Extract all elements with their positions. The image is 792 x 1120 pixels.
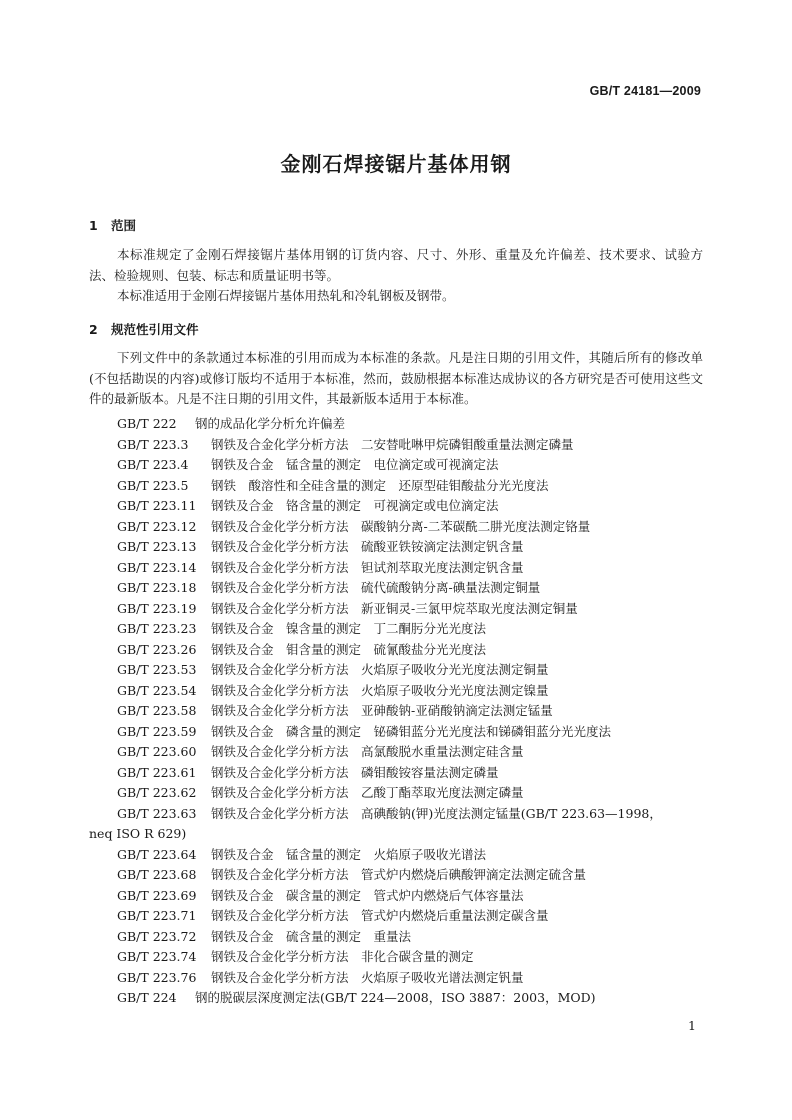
- reference-item: [89, 558, 703, 579]
- reference-title: 钢的成品化学分析允许偏差: [195, 416, 346, 431]
- reference-item: [89, 804, 703, 845]
- reference-item: [89, 845, 703, 866]
- reference-title: 钢铁及合金化学分析方法 高碘酸钠(钾)光度法测定锰量(GB/T 223.63—1998，: [211, 805, 662, 821]
- reference-code: GB/T 223.59: [117, 723, 197, 739]
- section-title: 规范性引用文件: [111, 322, 199, 337]
- reference-title: 钢铁及合金化学分析方法 乙酸丁酯萃取光度法测定磷量: [211, 785, 524, 800]
- reference-item: [89, 906, 703, 927]
- reference-title: 钢铁及合金化学分析方法 火焰原子吸收光谱法测定钒量: [211, 969, 524, 985]
- reference-code: GB/T 223.26: [117, 641, 197, 657]
- reference-code: GB/T 223.76: [117, 969, 197, 985]
- references-intro-paragraph: 下列文件中的条款通过本标准的引用而成为本标准的条款。凡是注日期的引用文件，其随后所有的修改单(不包括勘误的内容)或修订版均不适用于本标准，然而，鼓励根据本标准达成协议的各方研究是否可使用这些文件的最新版本。凡是不注日期的引用文件，其最新版本适用于本标准。: [89, 350, 703, 406]
- reference-title: 钢铁及合金化学分析方法 非化合碳含量的测定: [211, 949, 474, 964]
- reference-code: GB/T 223.3: [117, 436, 189, 452]
- page-number: 1: [688, 1018, 696, 1033]
- reference-title: 钢铁及合金化学分析方法 碳酸钠分离-二苯碳酰二肼光度法测定铬量: [211, 518, 591, 534]
- scope-paragraph-1: 本标准规定了金刚石焊接锯片基体用钢的订货内容、尺寸、外形、重量及允许偏差、技术要求、试验方法、检验规则、包装、标志和质量证明书等。: [89, 247, 703, 283]
- reference-code: GB/T 223.4: [117, 457, 189, 472]
- section-heading-scope: [89, 216, 136, 234]
- reference-item: [89, 537, 703, 558]
- scope-paragraph-2: 本标准适用于金刚石焊接锯片基体用热轧和冷轧钢板及钢带。: [117, 288, 455, 303]
- reference-item: [89, 742, 703, 763]
- reference-code: GB/T 223.62: [117, 785, 197, 800]
- section-number: 2: [89, 322, 98, 337]
- reference-code: GB/T 223.11: [117, 498, 197, 513]
- reference-code: GB/T 223.53: [117, 662, 197, 677]
- standard-code: GB/T 24181—2009: [589, 84, 701, 98]
- reference-item: [89, 968, 703, 989]
- reference-title: 钢铁及合金 钼含量的测定 硫氰酸盐分光光度法: [211, 641, 487, 657]
- reference-item: [89, 886, 703, 907]
- reference-list: [89, 414, 703, 1009]
- reference-item: [89, 435, 703, 456]
- reference-title: 钢铁及合金化学分析方法 二安替吡啉甲烷磷钼酸重量法测定磷量: [211, 436, 574, 452]
- document-title: 金刚石焊接锯片基体用钢: [280, 152, 512, 176]
- reference-title-continuation: neq ISO R 629): [89, 826, 187, 841]
- reference-code: GB/T 223.12: [117, 518, 197, 534]
- reference-code: GB/T 223.69: [117, 887, 197, 903]
- reference-item: [89, 783, 703, 804]
- reference-item: [89, 640, 703, 661]
- reference-title: 钢铁及合金化学分析方法 磷钼酸铵容量法测定磷量: [211, 764, 499, 780]
- reference-code: GB/T 223.71: [117, 908, 197, 923]
- reference-title: 钢铁及合金化学分析方法 管式炉内燃烧后碘酸钾滴定法测定硫含量: [211, 867, 587, 882]
- reference-code: GB/T 223.63: [117, 805, 197, 821]
- reference-item: [89, 455, 703, 476]
- reference-item: [89, 578, 703, 599]
- reference-title: 钢铁及合金化学分析方法 高氯酸脱水重量法测定硅含量: [211, 744, 524, 759]
- reference-item: [89, 988, 703, 1009]
- reference-code: GB/T 223.14: [117, 559, 197, 575]
- reference-item: [89, 599, 703, 620]
- reference-title: 钢铁及合金 镍含量的测定 丁二酮肟分光光度法: [211, 621, 487, 636]
- reference-code: GB/T 223.61: [117, 764, 197, 780]
- reference-item: [89, 763, 703, 784]
- reference-item: [89, 865, 703, 886]
- reference-title: 钢铁及合金化学分析方法 钽试剂萃取光度法测定钒含量: [211, 559, 524, 575]
- reference-title: 钢铁及合金 铬含量的测定 可视滴定或电位滴定法: [211, 498, 499, 513]
- reference-title: 钢铁及合金 硫含量的测定 重量法: [211, 928, 412, 944]
- reference-item: [89, 947, 703, 968]
- reference-title: 钢铁及合金 碳含量的测定 管式炉内燃烧后气体容量法: [211, 887, 524, 903]
- reference-title: 钢铁 酸溶性和全硅含量的测定 还原型硅钼酸盐分光光度法: [211, 477, 549, 493]
- reference-title: 钢铁及合金化学分析方法 火焰原子吸收分光光度法测定铜量: [211, 662, 549, 677]
- reference-title: 钢铁及合金化学分析方法 管式炉内燃烧后重量法测定碳含量: [211, 908, 549, 923]
- reference-title: 钢铁及合金化学分析方法 硫酸亚铁铵滴定法测定钒含量: [211, 539, 524, 554]
- reference-code: GB/T 223.68: [117, 867, 197, 882]
- section-heading-normative-references: [89, 320, 199, 338]
- reference-item: [89, 722, 703, 743]
- reference-title: 钢铁及合金 磷含量的测定 铋磷钼蓝分光光度法和锑磷钼蓝分光光度法: [211, 723, 612, 739]
- section-title: 范围: [111, 218, 137, 233]
- reference-code: GB/T 223.5: [117, 477, 189, 493]
- reference-item: [89, 414, 703, 435]
- reference-item: [89, 476, 703, 497]
- reference-title: 钢铁及合金化学分析方法 新亚铜灵-三氯甲烷萃取光度法测定铜量: [211, 600, 578, 616]
- reference-code: GB/T 223.54: [117, 682, 197, 698]
- reference-item: [89, 496, 703, 517]
- reference-code: GB/T 223.64: [117, 846, 197, 862]
- reference-title: 钢铁及合金化学分析方法 亚砷酸钠-亚硝酸钠滴定法测定锰量: [211, 703, 553, 718]
- reference-item: [89, 660, 703, 681]
- section-number: 1: [89, 218, 98, 233]
- reference-item: [89, 619, 703, 640]
- reference-item: [89, 517, 703, 538]
- reference-code: GB/T 224: [117, 990, 177, 1005]
- reference-code: GB/T 223.60: [117, 744, 197, 759]
- reference-title: 钢的脱碳层深度测定法(GB/T 224—2008，ISO 3887：2003，MOD): [195, 990, 596, 1005]
- reference-item: [89, 681, 703, 702]
- reference-code: GB/T 222: [117, 416, 177, 431]
- reference-code: GB/T 223.72: [117, 928, 197, 944]
- reference-title: 钢铁及合金 锰含量的测定 电位滴定或可视滴定法: [211, 457, 499, 472]
- reference-code: GB/T 223.18: [117, 580, 197, 595]
- reference-code: GB/T 223.13: [117, 539, 197, 554]
- reference-item: [89, 927, 703, 948]
- reference-title: 钢铁及合金化学分析方法 火焰原子吸收分光光度法测定镍量: [211, 682, 549, 698]
- reference-code: GB/T 223.19: [117, 600, 197, 616]
- reference-title: 钢铁及合金化学分析方法 硫代硫酸钠分离-碘量法测定铜量: [211, 580, 541, 595]
- reference-item: [89, 701, 703, 722]
- reference-code: GB/T 223.74: [117, 949, 197, 964]
- reference-code: GB/T 223.23: [117, 621, 197, 636]
- reference-title: 钢铁及合金 锰含量的测定 火焰原子吸收光谱法: [211, 846, 487, 862]
- reference-code: GB/T 223.58: [117, 703, 197, 718]
